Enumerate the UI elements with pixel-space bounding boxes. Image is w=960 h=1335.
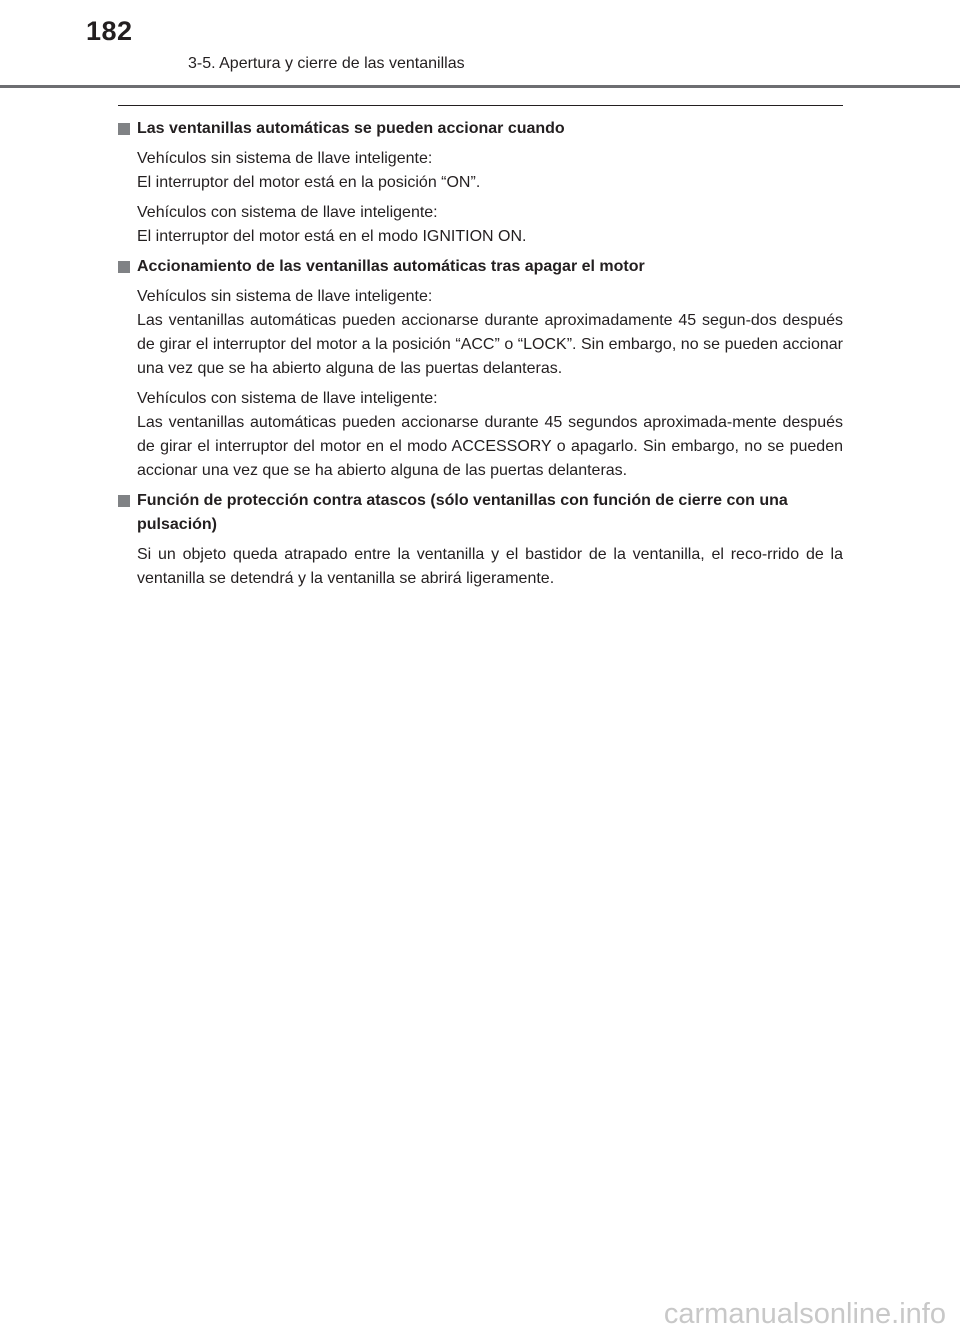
paragraph-text: Si un objeto queda atrapado entre la ventanilla y el bastidor de la ventanilla, el reco-rrido de la ventanilla se detendrá y la ventanilla se abrirá ligeramente. [137, 546, 843, 587]
watermark-text: carmanualsonline.info [663, 1298, 946, 1330]
paragraph [137, 201, 843, 249]
paragraph [137, 543, 843, 591]
section-heading-text: Accionamiento de las ventanillas automáticas tras apagar el motor [137, 258, 645, 275]
paragraph-condition: Vehículos sin sistema de llave inteligente: [137, 288, 433, 305]
square-bullet-icon [118, 495, 130, 507]
paragraph-text: El interruptor del motor está en la posición “ON”. [137, 174, 481, 191]
document-body [118, 117, 843, 597]
section-heading [118, 489, 843, 537]
section-heading [118, 117, 843, 141]
content-divider [118, 105, 843, 106]
paragraph-condition: Vehículos con sistema de llave inteligente: [137, 390, 438, 407]
paragraph [137, 387, 843, 483]
section-title: 3-5. Apertura y cierre de las ventanillas [188, 55, 465, 72]
header-divider [0, 85, 960, 88]
section-jam-protection [118, 489, 843, 591]
section-after-engine-off [118, 255, 843, 483]
section-heading-text: Función de protección contra atascos (sólo ventanillas con función de cierre con una pulsación) [137, 492, 788, 533]
page-number: 182 [86, 16, 133, 46]
section-heading-text: Las ventanillas automáticas se pueden accionar cuando [137, 120, 565, 137]
paragraph-text: Las ventanillas automáticas pueden accionarse durante 45 segundos aproximada-mente después de girar el interruptor del motor en el modo ACCESSORY o apagarlo. Sin embargo, no se pueden accionar una vez que se ha abierto alguna de las puertas delanteras. [137, 414, 843, 479]
square-bullet-icon [118, 123, 130, 135]
section-heading [118, 255, 843, 279]
paragraph-condition: Vehículos con sistema de llave inteligente: [137, 204, 438, 221]
page-header [0, 0, 960, 92]
paragraph-text: El interruptor del motor está en el modo IGNITION ON. [137, 228, 527, 245]
section-auto-windows-conditions [118, 117, 843, 249]
paragraph-condition: Vehículos sin sistema de llave inteligente: [137, 150, 433, 167]
paragraph-text: Las ventanillas automáticas pueden accionarse durante aproximadamente 45 segun-dos después de girar el interruptor del motor a la posición “ACC” o “LOCK”. Sin embargo, no se pueden accionar una vez que se ha abierto alguna de las puertas delanteras. [137, 312, 843, 377]
square-bullet-icon [118, 261, 130, 273]
paragraph [137, 285, 843, 381]
paragraph [137, 147, 843, 195]
